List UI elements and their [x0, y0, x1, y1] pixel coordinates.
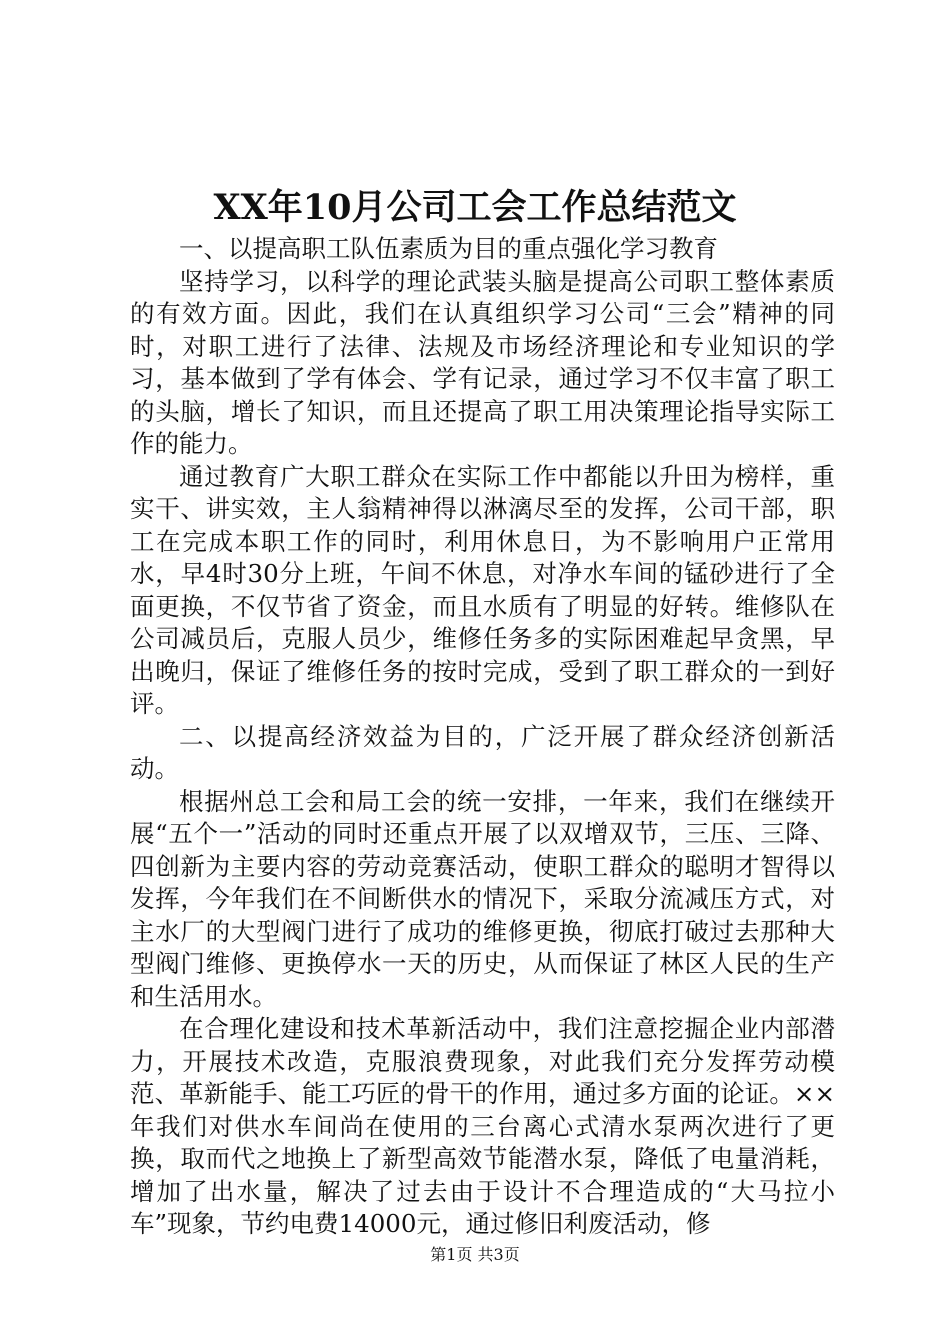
page-footer: 第1页 共3页	[430, 1245, 520, 1264]
document-body	[130, 233, 835, 1241]
document-title: XX年10月公司工会工作总结范文	[213, 187, 737, 228]
section-heading-2: 二、以提高经济效益为目的，广泛开展了群众经济创新活动。	[130, 721, 835, 783]
section-heading-1: 一、以提高职工队伍素质为目的重点强化学习教育	[179, 234, 718, 263]
paragraph-2: 通过教育广大职工群众在实际工作中都能以升田为榜样，重实干、讲实效，主人翁精神得以淋漓尽至的发挥，公司干部，职工在完成本职工作的同时，利用休息日，为不影响用户正常用水，早4时30分上班，午间不休息，对净水车间的锰砂进行了全面更换，不仅节省了资金，而且水质有了明显的好转。维修队在公司减员后，克服人员少，维修任务多的实际困难起早贪黑，早出晚归，保证了维修任务的按时完成，受到了职工群众的一到好评。	[130, 461, 835, 718]
paragraph-3: 根据州总工会和局工会的统一安排，一年来，我们在继续开展“五个一”活动的同时还重点开展了以双增双节，三压、三降、四创新为主要内容的劳动竞赛活动，使职工群众的聪明才智得以发挥，今年我们在不间断供水的情况下，采取分流减压方式，对主水厂的大型阀门进行了成功的维修更换，彻底打破过去那种大型阀门维修、更换停水一天的历史，从而保证了林区人民的生产和生活用水。	[130, 786, 835, 1011]
paragraph-1: 坚持学习，以科学的理论武装头脑是提高公司职工整体素质的有效方面。因此，我们在认真组织学习公司“三会”精神的同时，对职工进行了法律、法规及市场经济理论和专业知识的学习，基本做到了学有体会、学有记录，通过学习不仅丰富了职工的头脑，增长了知识，而且还提高了职工用决策理论指导实际工作的能力。	[130, 266, 835, 458]
paragraph-4: 在合理化建设和技术革新活动中，我们注意挖掘企业内部潜力，开展技术改造，克服浪费现象，对此我们充分发挥劳动模范、革新能手、能工巧匠的骨干的作用，通过多方面的论证。××年我们对供水车间尚在使用的三台离心式清水泵两次进行了更换，取而代之地换上了新型高效节能潜水泵，降低了电量消耗，增加了出水量，解决了过去由于设计不合理造成的“大马拉小车”现象，节约电费14000元，通过修旧利废活动，修	[130, 1014, 835, 1238]
